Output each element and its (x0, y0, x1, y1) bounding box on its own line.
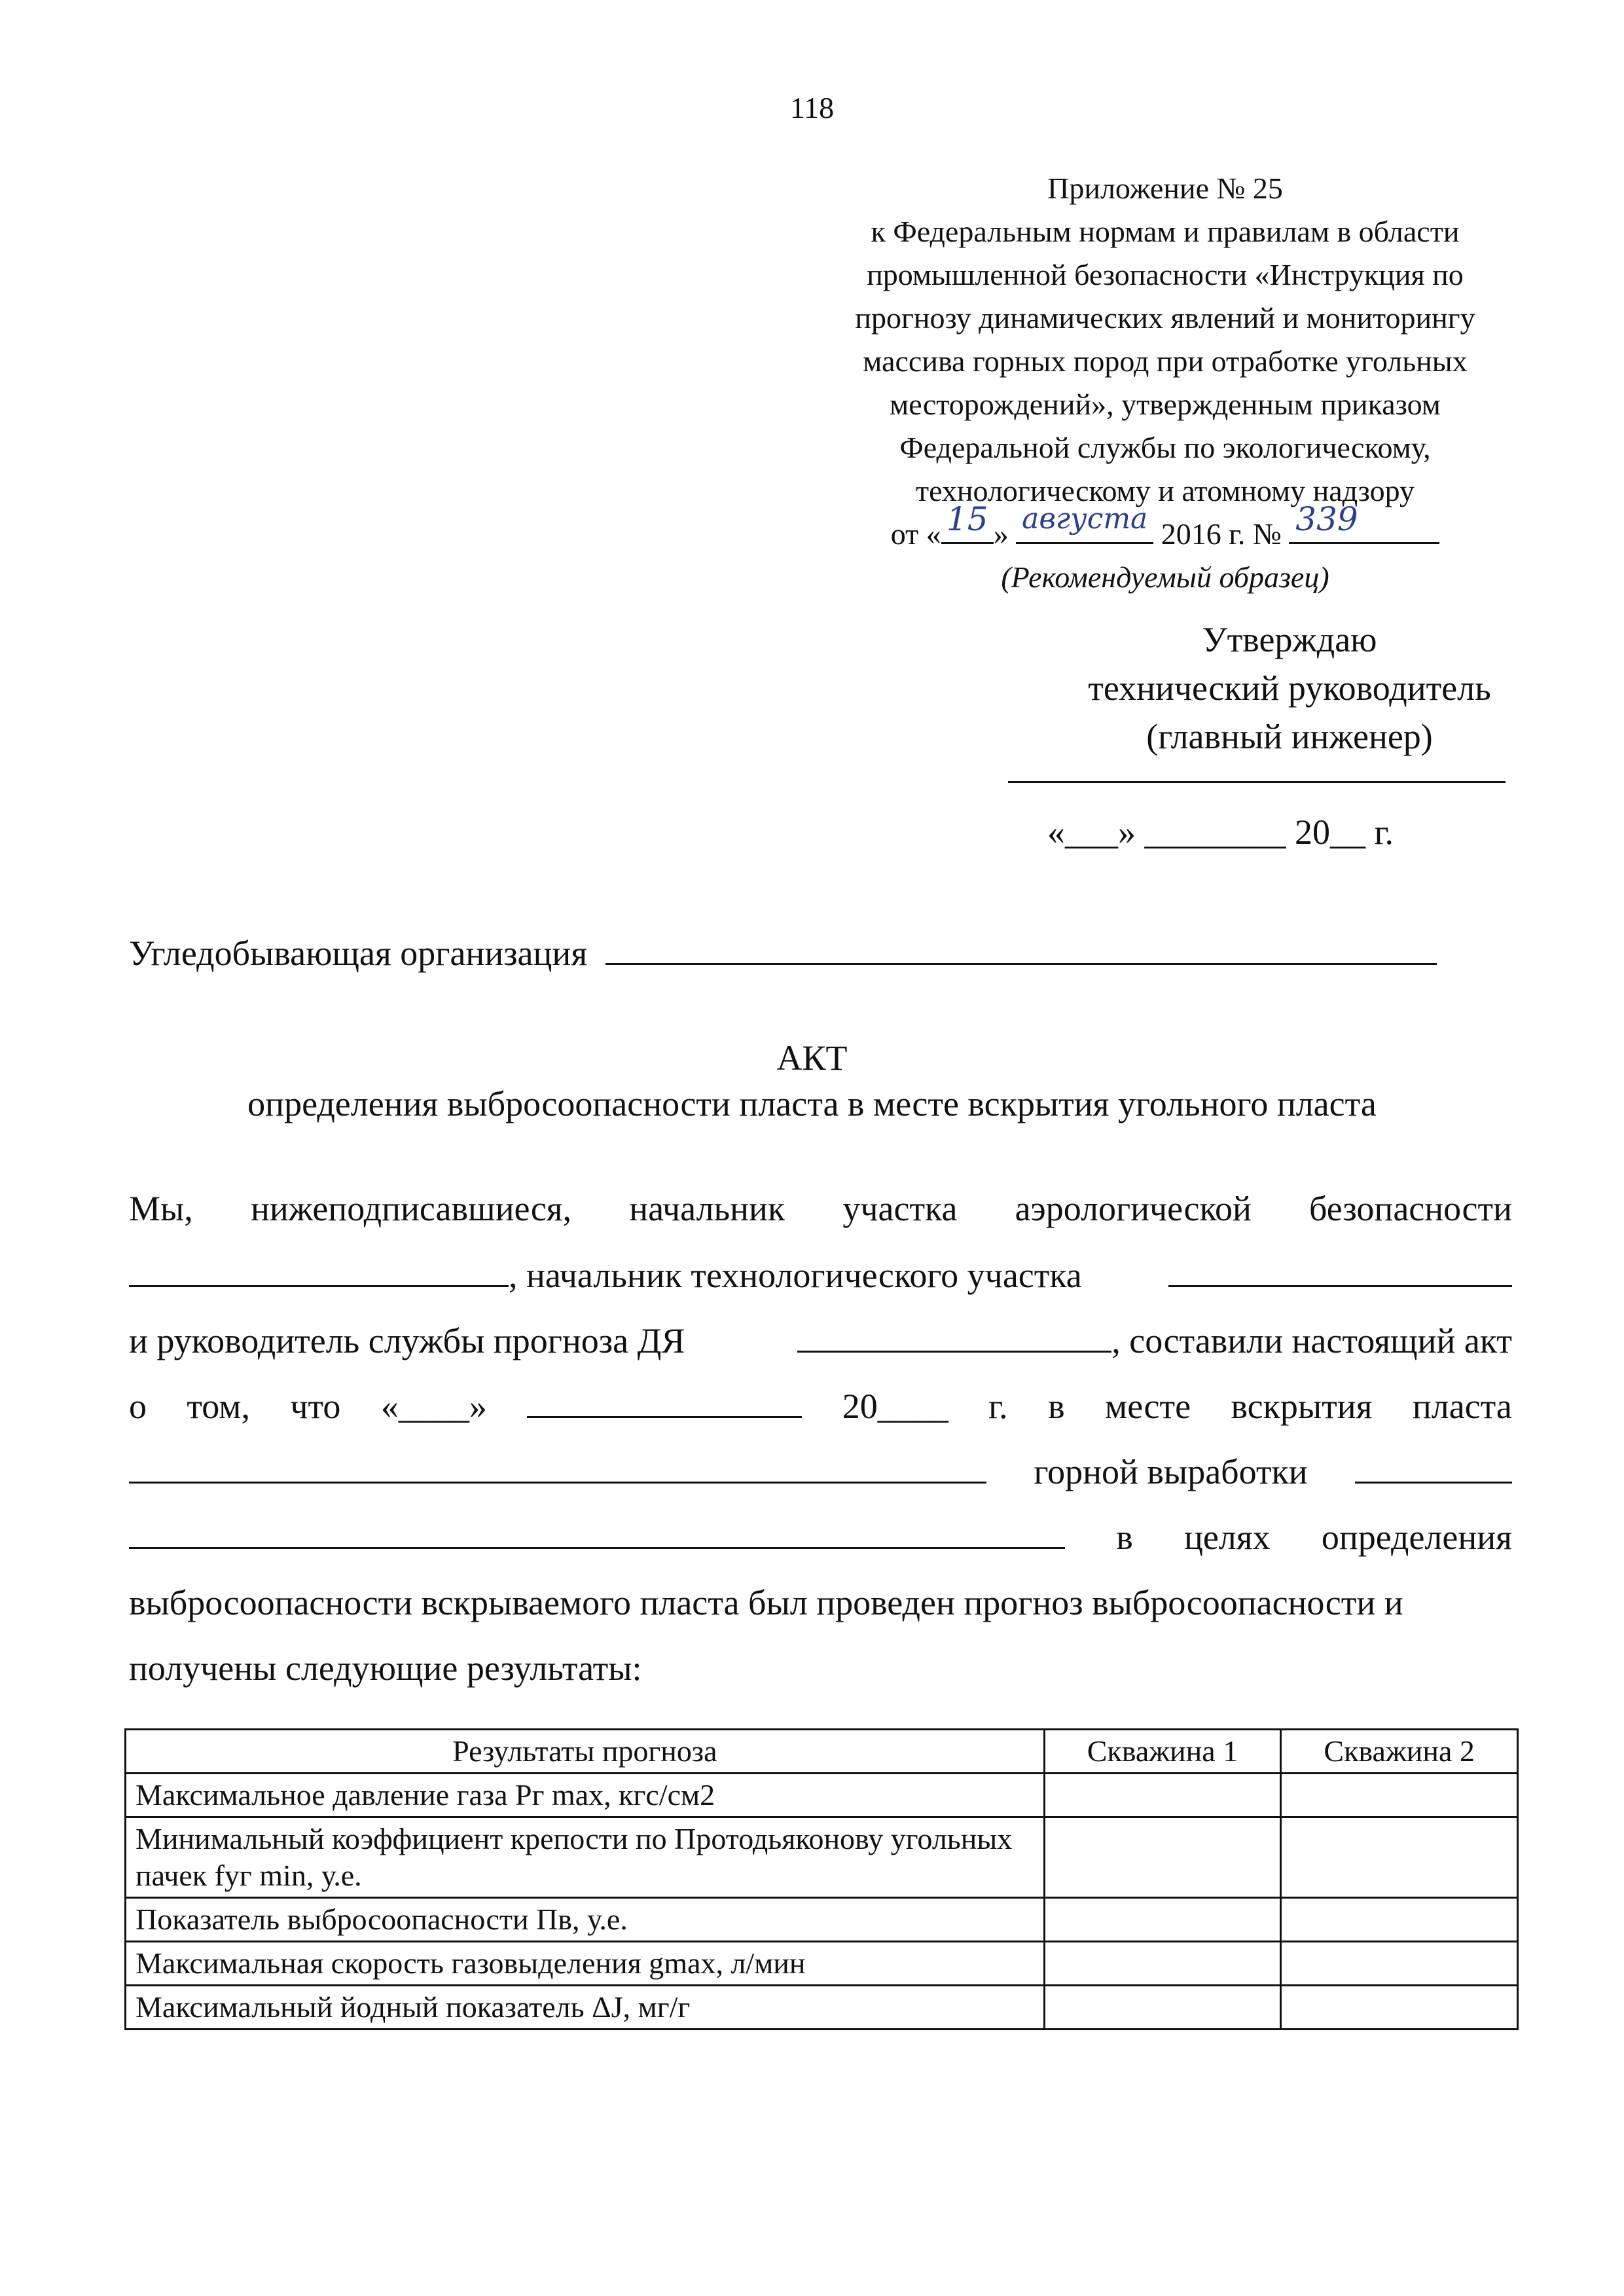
body-text: , начальник технологического участка (509, 1256, 1082, 1295)
table-row (126, 1942, 1518, 1986)
order-year-label: 2016 г. № (1161, 517, 1282, 551)
body-word: начальник (629, 1189, 785, 1228)
table-cell[interactable] (1044, 1986, 1281, 2030)
body-line-2 (129, 1255, 1512, 1301)
table-cell[interactable] (1281, 1986, 1518, 2030)
organization-label: Угледобывающая организация (129, 934, 588, 973)
appendix-header (805, 167, 1525, 599)
appendix-line: прогнозу динамических явлений и мониторингу (855, 301, 1475, 335)
body-word: в (1048, 1387, 1065, 1426)
act-title: АКТ (776, 1038, 848, 1078)
table-cell-label: Максимальное давление газа Pг max, кгс/см2 (126, 1774, 1045, 1817)
act-month-field[interactable] (527, 1387, 802, 1418)
body-word: Мы, (129, 1189, 193, 1228)
approval-date: «___» ________ 20__ г. (1047, 812, 1394, 852)
body-word: г. (988, 1387, 1008, 1426)
body-line-1 (129, 1188, 1512, 1234)
approval-signature-line (1008, 781, 1506, 783)
body-word: аэрологической (1015, 1189, 1252, 1228)
body-word: том, (187, 1387, 250, 1426)
body-word: вскрытия (1231, 1387, 1373, 1426)
table-row (126, 1817, 1518, 1898)
working-field[interactable] (1355, 1453, 1512, 1484)
table-row (126, 1898, 1518, 1942)
organization-field[interactable] (605, 934, 1437, 965)
table-cell[interactable] (1044, 1898, 1281, 1942)
organization-line (129, 933, 1437, 974)
body-line-7: выбросоопасности вскрываемого пласта был проведен прогноз выбросоопасности и (129, 1583, 1403, 1622)
body-line-8: получены следующие результаты: (129, 1649, 642, 1688)
body-text: горной выработки (1034, 1452, 1308, 1491)
location-field[interactable] (129, 1518, 1065, 1549)
seam-field[interactable] (129, 1453, 986, 1484)
table-cell-label: Максимальная скорость газовыделения gmax, л/мин (126, 1942, 1045, 1986)
body-word: месте (1105, 1387, 1191, 1426)
body-word: что (290, 1387, 341, 1426)
body-line-3 (129, 1321, 1512, 1366)
body-word: в (1116, 1518, 1133, 1557)
table-cell-label: Максимальный йодный показатель ΔJ, мг/г (126, 1986, 1045, 2030)
order-date-line (805, 500, 1525, 556)
table-header: Скважина 2 (1281, 1730, 1518, 1774)
body-word: целях (1183, 1518, 1271, 1557)
appendix-line: Федеральной службы по экологическому, (899, 431, 1431, 464)
act-subtitle: определения выбросоопасности пласта в месте вскрытия угольного пласта (247, 1084, 1377, 1123)
table-cell[interactable] (1281, 1817, 1518, 1898)
sample-note: (Рекомендуемый образец) (1001, 560, 1329, 594)
body-word: нижеподписавшиеся, (250, 1189, 572, 1228)
body-date-year: 20____ (842, 1387, 948, 1426)
table-cell-label: Показатель выбросоопасности Пв, у.е. (126, 1898, 1045, 1942)
appendix-line: массива горных пород при отработке угольных (863, 344, 1468, 378)
order-month-handwritten: августа (1022, 502, 1148, 536)
table-cell[interactable] (1281, 1942, 1518, 1986)
appendix-line: к Федеральным нормам и правилам в области (871, 215, 1460, 248)
body-text: , составили настоящий акт (1111, 1321, 1512, 1360)
forecast-results-table (124, 1728, 1519, 2030)
approval-role: технический руководитель (1088, 668, 1491, 708)
body-line-4 (129, 1386, 1512, 1432)
order-date-sep: » (993, 517, 1009, 551)
order-date-prefix: от « (890, 517, 941, 551)
body-word: о (129, 1387, 147, 1426)
aerology-chief-field[interactable] (129, 1256, 509, 1287)
body-word: пласта (1412, 1387, 1512, 1426)
table-header: Результаты прогноза (126, 1730, 1045, 1774)
order-day-handwritten: 15 (946, 500, 988, 538)
table-row (126, 1774, 1518, 1817)
appendix-line: Приложение № 25 (1047, 172, 1283, 205)
appendix-line: месторождений», утвержденным приказом (890, 388, 1441, 421)
approval-role-alt: (главный инженер) (1146, 717, 1433, 756)
order-number-handwritten: 339 (1295, 500, 1358, 538)
order-number-field (1289, 500, 1439, 544)
body-line-5 (129, 1451, 1512, 1497)
body-text: и руководитель службы прогноза ДЯ (129, 1321, 685, 1360)
forecast-head-field[interactable] (797, 1322, 1111, 1353)
body-word: определения (1321, 1518, 1512, 1557)
table-cell[interactable] (1281, 1898, 1518, 1942)
table-header-row (126, 1730, 1518, 1774)
order-month-field (1016, 502, 1153, 544)
table-cell[interactable] (1044, 1817, 1281, 1898)
approval-title: Утверждаю (1202, 620, 1377, 659)
body-word: участка (842, 1189, 958, 1228)
page-number: 118 (789, 91, 835, 124)
table-cell-label: Минимальный коэффициент крепости по Протодьяконову угольных пачек fуг min, у.е. (126, 1817, 1045, 1898)
table-cell[interactable] (1044, 1942, 1281, 1986)
appendix-line: промышленной безопасности «Инструкция по (867, 258, 1464, 291)
table-cell[interactable] (1281, 1774, 1518, 1817)
body-word: безопасности (1309, 1189, 1512, 1228)
table-cell[interactable] (1044, 1774, 1281, 1817)
body-date-day: «____» (380, 1387, 487, 1426)
table-row (126, 1986, 1518, 2030)
approval-block (995, 615, 1584, 761)
tech-chief-field[interactable] (1168, 1256, 1512, 1287)
appendix-line: технологическому и атомному надзору (916, 474, 1415, 507)
body-line-6 (129, 1517, 1512, 1563)
table-header: Скважина 1 (1044, 1730, 1281, 1774)
order-day-field (941, 500, 994, 544)
